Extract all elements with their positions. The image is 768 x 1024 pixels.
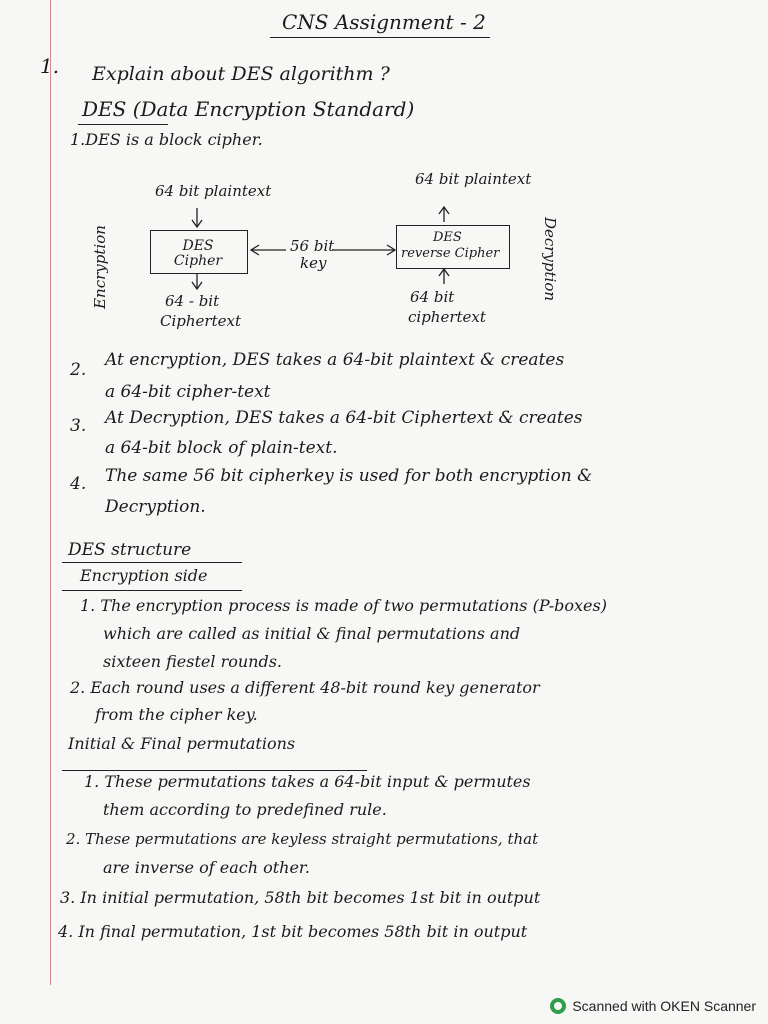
encryption-side-label: Encryption [90,225,109,309]
permutation-heading-underline [62,770,367,771]
perm-point-2-line-1: 2. These permutations are keyless straight permutations, that [66,830,539,848]
enc-output-bits: 64 - bit [165,292,220,310]
structure-point-1-line-1: 1. The encryption process is made of two permutations (P-boxes) [80,596,607,615]
point-2-number: 2. [70,360,87,380]
point-2-line-2: a 64-bit cipher-text [105,382,271,402]
scanner-logo-icon [550,998,566,1014]
scanner-watermark-text: Scanned with OKEN Scanner [572,998,756,1014]
structure-point-1-line-3: sixteen fiestel rounds. [103,652,282,671]
point-3-number: 3. [70,416,87,436]
enc-plaintext-label: 64 bit plaintext [155,182,272,200]
permutation-heading: Initial & Final permutations [68,734,296,753]
decryption-side-label: Decryption [541,216,560,302]
point-4-number: 4. [70,474,87,494]
des-heading: DES (Data Encryption Standard) [82,97,415,121]
structure-heading: DES structure [68,540,192,560]
structure-point-2-line-2: from the cipher key. [95,705,258,724]
page-title: CNS Assignment - 2 [282,10,486,34]
dec-input-bits: 64 bit [410,288,455,306]
question-text: Explain about DES algorithm ? [92,63,390,85]
dec-plaintext-label: 64 bit plaintext [415,170,532,188]
point-4-line-2: Decryption. [105,497,206,517]
perm-point-1-line-1: 1. These permutations takes a 64-bit input & permutes [84,772,531,791]
point-4-line-1: The same 56 bit cipherkey is used for both encryption & [105,466,593,486]
des-cipher-label: DES Cipher [173,238,223,269]
point-3-line-2: a 64-bit block of plain-text. [105,438,338,458]
scanner-watermark [550,998,756,1014]
structure-subheading: Encryption side [80,566,208,585]
perm-point-3: 3. In initial permutation, 58th bit becomes 1st bit in output [60,888,541,907]
point-2-line-1: At encryption, DES takes a 64-bit plaintext & creates [105,350,565,370]
perm-point-4: 4. In final permutation, 1st bit becomes 58th bit in output [58,922,528,941]
question-number: 1. [40,54,60,78]
des-reverse-label-2: reverse Cipher [401,246,500,261]
structure-heading-underline [62,562,242,563]
dec-input-label: ciphertext [408,308,486,326]
key-bits-label: 56 bit [290,237,335,255]
structure-subheading-underline [62,590,242,591]
structure-point-1-line-2: which are called as initial & final permutations and [103,624,521,643]
key-label: key [300,254,327,272]
des-reverse-label-1: DES [433,230,462,245]
des-point-1: 1.DES is a block cipher. [70,130,263,149]
enc-output-label: Ciphertext [160,312,241,330]
structure-point-2-line-1: 2. Each round uses a different 48-bit round key generator [70,678,540,697]
perm-point-2-line-2: are inverse of each other. [103,858,310,877]
perm-point-1-line-2: them according to predefined rule. [103,800,387,819]
point-3-line-1: At Decryption, DES takes a 64-bit Ciphertext & creates [105,408,583,428]
